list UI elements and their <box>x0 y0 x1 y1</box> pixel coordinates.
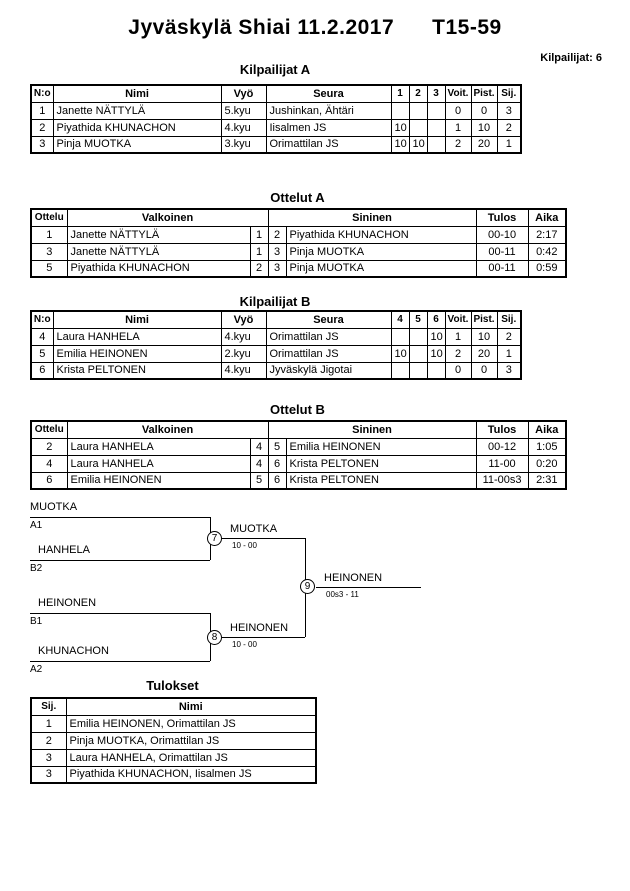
header-wins: Voit. <box>445 311 471 328</box>
cell-place: 3 <box>497 362 521 379</box>
header-place: Sij. <box>31 698 66 715</box>
cell-time: 0:20 <box>528 455 566 472</box>
header-time: Aika <box>528 209 566 226</box>
page-title <box>0 16 630 40</box>
cell-white-no: 2 <box>250 260 268 277</box>
bracket-winner-name: MUOTKA <box>230 523 278 535</box>
cell-opp1: 10 <box>391 136 409 153</box>
bracket-line <box>30 661 210 662</box>
cell-place: 3 <box>31 749 66 766</box>
header-club: Seura <box>266 85 391 102</box>
header-place: Sij. <box>497 311 521 328</box>
table-row <box>31 260 566 277</box>
table-row <box>31 226 566 243</box>
cell-white-name: Laura HANHELA <box>67 438 250 455</box>
header-wins: Voit. <box>445 85 471 102</box>
header-name: Nimi <box>53 311 221 328</box>
cell-match: 5 <box>31 260 67 277</box>
cell-blue-no: 6 <box>268 455 286 472</box>
cell-opp1 <box>391 102 409 119</box>
final-bracket <box>0 497 630 687</box>
cell-name: Krista PELTONEN <box>53 362 221 379</box>
bracket-winner-score: 10 - 00 <box>232 541 257 550</box>
pool-a-heading: Kilpailijat A <box>239 62 311 77</box>
header-match: Ottelu <box>31 209 67 226</box>
cell-name: Piyathida KHUNACHON, Iisalmen JS <box>66 766 316 783</box>
bracket-line <box>222 538 305 539</box>
matches-b-table <box>30 420 567 490</box>
header-opp3: 3 <box>427 85 445 102</box>
title-event: Jyväskylä Shiai 11.2.2017 <box>128 16 395 39</box>
cell-wins: 2 <box>445 136 471 153</box>
cell-white-no: 5 <box>250 472 268 489</box>
cell-opp4 <box>391 328 409 345</box>
cell-name: Emilia HEINONEN <box>53 345 221 362</box>
bracket-line <box>30 517 210 518</box>
matches-a-heading: Ottelut A <box>270 190 325 205</box>
cell-blue-name: Krista PELTONEN <box>286 472 476 489</box>
cell-points: 10 <box>471 328 497 345</box>
header-place: Sij. <box>497 85 521 102</box>
cell-no: 6 <box>31 362 53 379</box>
cell-no: 5 <box>31 345 53 362</box>
cell-name: Pinja MUOTKA <box>53 136 221 153</box>
cell-name: Emilia HEINONEN, Orimattilan JS <box>66 715 316 732</box>
cell-belt: 4.kyu <box>221 328 266 345</box>
pool-b-heading: Kilpailijat B <box>239 294 311 309</box>
cell-white-name: Janette NÄTTYLÄ <box>67 243 250 260</box>
header-result: Tulos <box>476 421 528 438</box>
cell-match: 2 <box>31 438 67 455</box>
header-opp6: 6 <box>427 311 445 328</box>
header-row <box>31 209 566 226</box>
cell-opp3 <box>427 136 445 153</box>
table-row <box>31 136 521 153</box>
cell-name: Laura HANHELA <box>53 328 221 345</box>
bracket-seed: B2 <box>30 563 43 574</box>
cell-points: 10 <box>471 119 497 136</box>
bracket-winner-name: HEINONEN <box>230 622 289 634</box>
cell-blue-name: Pinja MUOTKA <box>286 243 476 260</box>
bracket-line <box>222 637 305 638</box>
bracket-seed: A1 <box>30 520 43 531</box>
header-white: Valkoinen <box>67 421 268 438</box>
cell-opp3 <box>427 119 445 136</box>
cell-blue-no: 6 <box>268 472 286 489</box>
cell-opp6 <box>427 362 445 379</box>
table-row <box>31 455 566 472</box>
cell-blue-name: Krista PELTONEN <box>286 455 476 472</box>
cell-time: 0:42 <box>528 243 566 260</box>
cell-wins: 0 <box>445 362 471 379</box>
header-time: Aika <box>528 421 566 438</box>
header-match: Ottelu <box>31 421 67 438</box>
header-name: Nimi <box>53 85 221 102</box>
cell-blue-name: Piyathida KHUNACHON <box>286 226 476 243</box>
results-table <box>30 697 317 784</box>
header-row <box>31 698 316 715</box>
cell-place: 2 <box>497 328 521 345</box>
bracket-seed: B1 <box>30 616 43 627</box>
cell-no: 1 <box>31 102 53 119</box>
header-opp4: 4 <box>391 311 409 328</box>
cell-belt: 3.kyu <box>221 136 266 153</box>
cell-points: 0 <box>471 102 497 119</box>
cell-result: 11-00 <box>476 455 528 472</box>
cell-points: 20 <box>471 136 497 153</box>
header-white: Valkoinen <box>67 209 268 226</box>
header-no: N:o <box>31 311 53 328</box>
table-row <box>31 472 566 489</box>
cell-white-no: 4 <box>250 438 268 455</box>
cell-points: 20 <box>471 345 497 362</box>
cell-white-name: Janette NÄTTYLÄ <box>67 226 250 243</box>
cell-blue-no: 5 <box>268 438 286 455</box>
table-row <box>31 328 521 345</box>
table-row <box>31 438 566 455</box>
header-row <box>31 421 566 438</box>
bracket-slot-name: KHUNACHON <box>38 645 109 657</box>
header-belt: Vyö <box>221 311 266 328</box>
cell-opp1: 10 <box>391 119 409 136</box>
cell-match: 1 <box>31 226 67 243</box>
cell-club: Orimattilan JS <box>266 345 391 362</box>
cell-opp5 <box>409 345 427 362</box>
cell-opp4: 10 <box>391 345 409 362</box>
cell-club: Orimattilan JS <box>266 136 391 153</box>
cell-time: 1:05 <box>528 438 566 455</box>
pool-a-table <box>30 84 522 154</box>
bracket-line <box>316 587 421 588</box>
header-belt: Vyö <box>221 85 266 102</box>
bracket-winner-name: HEINONEN <box>324 572 383 584</box>
cell-club: Iisalmen JS <box>266 119 391 136</box>
cell-opp2 <box>409 102 427 119</box>
cell-place: 1 <box>31 715 66 732</box>
bracket-line <box>30 560 210 561</box>
bracket-slot-name: HANHELA <box>38 544 90 556</box>
cell-blue-no: 3 <box>268 260 286 277</box>
cell-name: Janette NÄTTYLÄ <box>53 102 221 119</box>
competitor-count: Kilpailijat: 6 <box>540 52 602 64</box>
header-opp5: 5 <box>409 311 427 328</box>
cell-place: 3 <box>31 766 66 783</box>
header-opp2: 2 <box>409 85 427 102</box>
header-result: Tulos <box>476 209 528 226</box>
cell-result: 00-11 <box>476 243 528 260</box>
table-row <box>31 766 316 783</box>
cell-white-no: 1 <box>250 243 268 260</box>
cell-match: 6 <box>31 472 67 489</box>
cell-no: 3 <box>31 136 53 153</box>
cell-opp2: 10 <box>409 136 427 153</box>
cell-points: 0 <box>471 362 497 379</box>
cell-blue-name: Pinja MUOTKA <box>286 260 476 277</box>
cell-time: 2:17 <box>528 226 566 243</box>
table-row <box>31 749 316 766</box>
cell-white-name: Laura HANHELA <box>67 455 250 472</box>
cell-match: 4 <box>31 455 67 472</box>
cell-opp3 <box>427 102 445 119</box>
bracket-slot-name: HEINONEN <box>38 597 97 609</box>
header-no: N:o <box>31 85 53 102</box>
cell-match: 3 <box>31 243 67 260</box>
header-opp1: 1 <box>391 85 409 102</box>
table-row <box>31 102 521 119</box>
bracket-winner-score: 00s3 - 11 <box>326 590 359 599</box>
header-name: Nimi <box>66 698 316 715</box>
title-category: T15-59 <box>432 16 502 39</box>
cell-time: 0:59 <box>528 260 566 277</box>
matches-a-table <box>30 208 567 278</box>
cell-name: Pinja MUOTKA, Orimattilan JS <box>66 732 316 749</box>
cell-result: 11-00s3 <box>476 472 528 489</box>
cell-white-name: Emilia HEINONEN <box>67 472 250 489</box>
cell-name: Laura HANHELA, Orimattilan JS <box>66 749 316 766</box>
header-row <box>31 85 521 102</box>
cell-place: 2 <box>31 732 66 749</box>
cell-no: 2 <box>31 119 53 136</box>
cell-result: 00-11 <box>476 260 528 277</box>
cell-no: 4 <box>31 328 53 345</box>
cell-belt: 5.kyu <box>221 102 266 119</box>
match-node-9: 9 <box>300 579 315 594</box>
cell-belt: 4.kyu <box>221 362 266 379</box>
cell-blue-name: Emilia HEINONEN <box>286 438 476 455</box>
table-row <box>31 243 566 260</box>
cell-blue-no: 2 <box>268 226 286 243</box>
cell-result: 00-10 <box>476 226 528 243</box>
cell-white-no: 4 <box>250 455 268 472</box>
matches-b-heading: Ottelut B <box>270 402 325 417</box>
cell-white-name: Piyathida KHUNACHON <box>67 260 250 277</box>
cell-place: 2 <box>497 119 521 136</box>
match-node-7: 7 <box>207 531 222 546</box>
cell-belt: 4.kyu <box>221 119 266 136</box>
match-node-8: 8 <box>207 630 222 645</box>
cell-time: 2:31 <box>528 472 566 489</box>
cell-place: 1 <box>497 345 521 362</box>
header-blue: Sininen <box>268 421 476 438</box>
cell-wins: 0 <box>445 102 471 119</box>
cell-wins: 1 <box>445 328 471 345</box>
cell-wins: 1 <box>445 119 471 136</box>
header-points: Pist. <box>471 85 497 102</box>
table-row <box>31 345 521 362</box>
cell-result: 00-12 <box>476 438 528 455</box>
cell-opp6: 10 <box>427 345 445 362</box>
cell-place: 1 <box>497 136 521 153</box>
cell-place: 3 <box>497 102 521 119</box>
header-row <box>31 311 521 328</box>
bracket-winner-score: 10 - 00 <box>232 640 257 649</box>
cell-opp6: 10 <box>427 328 445 345</box>
header-blue: Sininen <box>268 209 476 226</box>
table-row <box>31 715 316 732</box>
cell-blue-no: 3 <box>268 243 286 260</box>
bracket-seed: A2 <box>30 664 43 675</box>
bracket-line <box>30 613 210 614</box>
cell-white-no: 1 <box>250 226 268 243</box>
cell-club: Jushinkan, Ähtäri <box>266 102 391 119</box>
cell-club: Jyväskylä Jigotai <box>266 362 391 379</box>
cell-club: Orimattilan JS <box>266 328 391 345</box>
bracket-slot-name: MUOTKA <box>30 501 78 513</box>
table-row <box>31 119 521 136</box>
cell-belt: 2.kyu <box>221 345 266 362</box>
cell-opp5 <box>409 362 427 379</box>
header-points: Pist. <box>471 311 497 328</box>
results-heading: Tulokset <box>146 678 199 693</box>
cell-opp4 <box>391 362 409 379</box>
table-row <box>31 362 521 379</box>
table-row <box>31 732 316 749</box>
header-club: Seura <box>266 311 391 328</box>
cell-opp2 <box>409 119 427 136</box>
pool-b-table <box>30 310 522 380</box>
cell-opp5 <box>409 328 427 345</box>
cell-name: Piyathida KHUNACHON <box>53 119 221 136</box>
cell-wins: 2 <box>445 345 471 362</box>
